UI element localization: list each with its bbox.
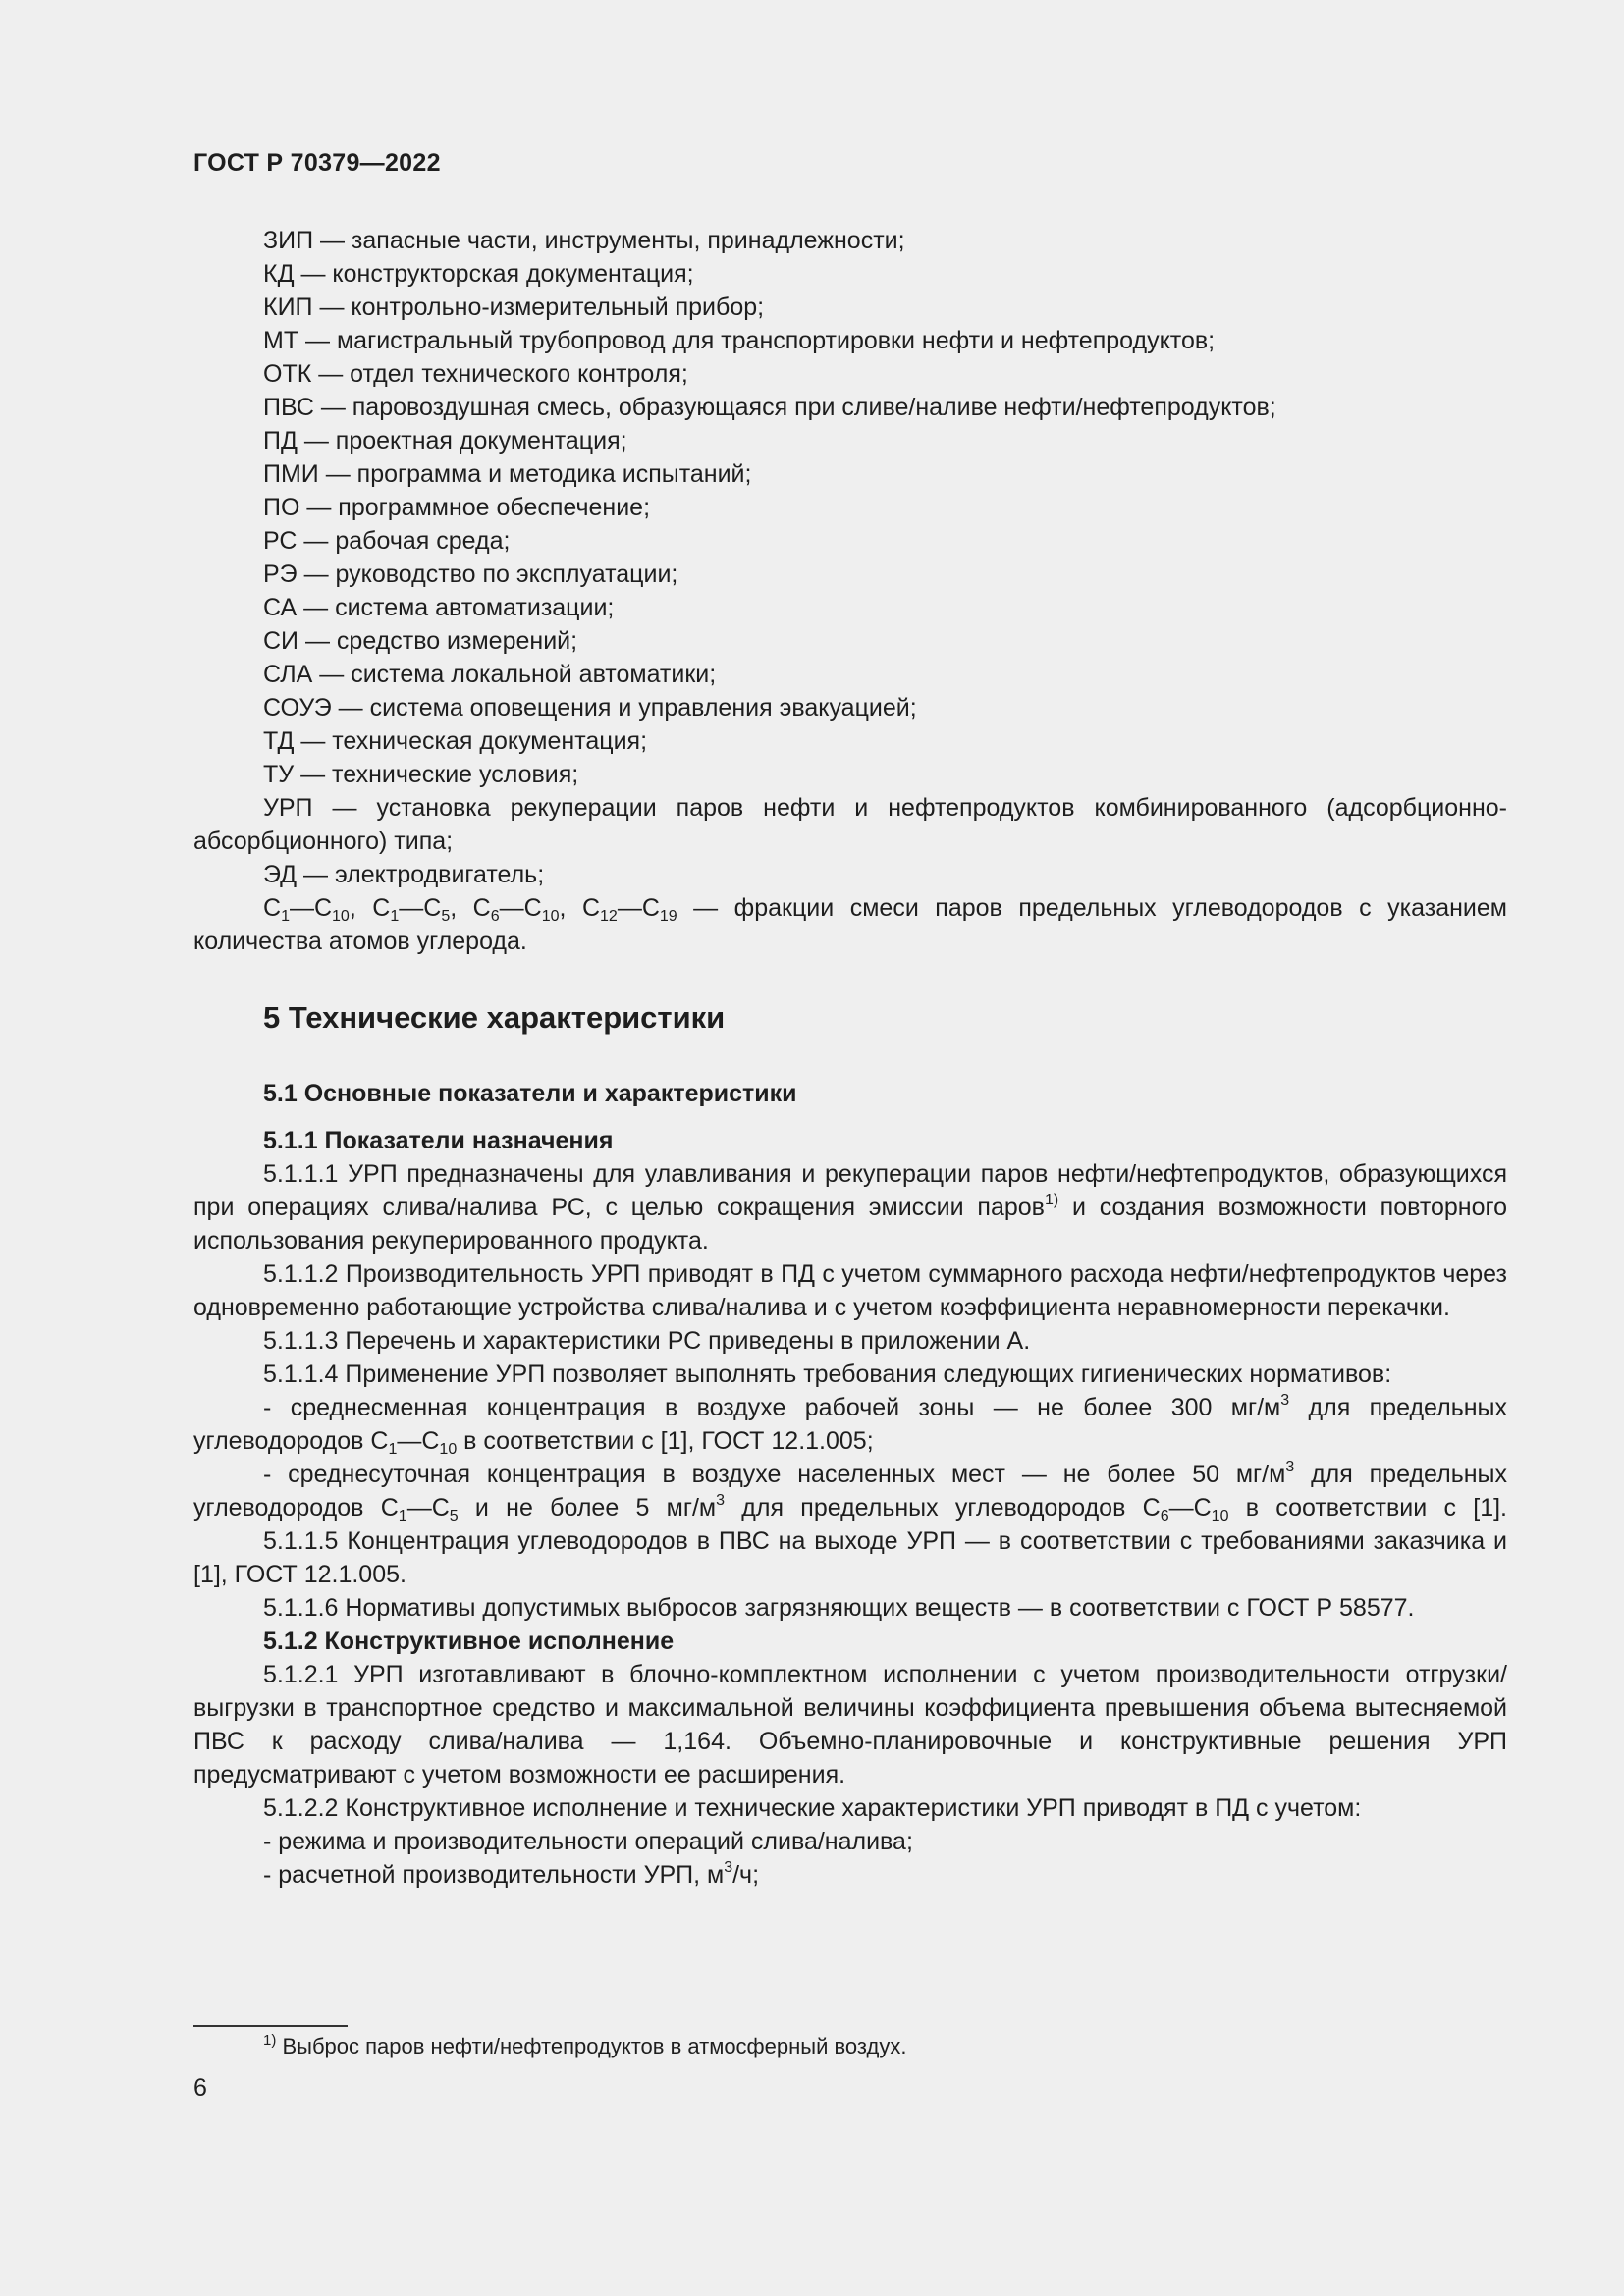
footnote-text: Выброс паров нефти/нефтепродуктов в атмосферный воздух. [276, 2034, 907, 2058]
paragraph-5-1-1-5: 5.1.1.5 Концентрация углеводородов в ПВС на выходе УРП — в соответствии с требованиями заказчика и [1], ГОСТ 12.1.005. [193, 1527, 1507, 1588]
abbreviation-item: ТД — техническая документация; [263, 727, 648, 755]
paragraph-5-1-1-6: 5.1.1.6 Нормативы допустимых выбросов загрязняющих веществ — в соответствии с ГОСТ Р 58577. [263, 1594, 1415, 1622]
abbreviation-item: МТ — магистральный трубопровод для транспортировки нефти и нефтепродуктов; [263, 327, 1216, 354]
fractions-definition: $С_1—С_{10}$, $С_1—С_5$, $С_6—С_{10}$, $С_{12}—С_{19}$ — фракции смеси паров предельных углеводородов с указанием количества атомов углерода. [193, 894, 1507, 955]
footnote-separator [193, 2025, 348, 2027]
bullet-design-capacity: - расчетной производительности УРП, $м^3/ч$; [263, 1859, 760, 1889]
abbreviation-item: СА — система автоматизации; [263, 594, 615, 621]
abbreviation-item: ПД — проектная документация; [263, 427, 627, 454]
abbreviation-item: ПО — программное обеспечение; [263, 494, 651, 521]
abbreviation-item: ОТК — отдел технического контроля; [263, 360, 688, 388]
document-body [193, 224, 1507, 1892]
page-number: 6 [193, 2074, 207, 2102]
abbreviation-item: КИП — контрольно-измерительный прибор; [263, 294, 765, 321]
paragraph-5-1-1-2: 5.1.1.2 Производительность УРП приводят в ПД с учетом суммарного расхода нефти/нефтепродуктов через одновременно работающие устройства слива/налива и с учетом коэффициента неравномерности перекачки. [193, 1260, 1507, 1321]
section-5-1-1-heading: 5.1.1 Показатели назначения [263, 1127, 614, 1154]
abbreviation-item: СЛА — система локальной автоматики; [263, 661, 717, 688]
paragraph-5-1-1-1: 5.1.1.1 УРП предназначены для улавливания и рекуперации паров нефти/нефтепродуктов, образующихся при операциях слива/налива РС, с целью сокращения эмиссии паров$^{1)}$ и создания возможности повторного использования рекуперированного продукта. [193, 1160, 1507, 1255]
footnote-mark: 1) [263, 2032, 277, 2049]
document-header: ГОСТ Р 70379—2022 [193, 149, 441, 177]
abbreviation-item: ПВС — паровоздушная смесь, образующаяся при сливе/наливе нефти/нефтепродуктов; [263, 394, 1276, 421]
abbreviation-item: ТУ — технические условия; [263, 761, 579, 788]
abbreviation-item: СОУЭ — система оповещения и управления эвакуацией; [263, 694, 917, 721]
paragraph-5-1-1-3: 5.1.1.3 Перечень и характеристики РС приведены в приложении А. [263, 1327, 1031, 1355]
bullet-operation-mode: - режима и производительности операций слива/налива; [263, 1828, 913, 1855]
abbreviation-item: СИ — средство измерений; [263, 627, 578, 655]
abbreviation-item: КД — конструкторская документация; [263, 260, 694, 288]
paragraph-5-1-1-4: 5.1.1.4 Применение УРП позволяет выполнять требования следующих гигиенических нормативов: [263, 1361, 1392, 1388]
abbreviation-item: РЭ — руководство по эксплуатации; [263, 561, 678, 588]
abbreviation-item: РС — рабочая среда; [263, 527, 511, 555]
abbreviation-item: УРП — установка рекуперации паров нефти и нефтепродуктов комбинированного (адсорбционно-абсорбционного) типа; [193, 794, 1507, 855]
abbreviation-item: ЗИП — запасные части, инструменты, принадлежности; [263, 227, 905, 254]
bullet-daily-concentration: - среднесуточная концентрация в воздухе населенных мест — не более 50 $мг/м^3$ для предельных углеводородов $С_1—С_5$ и не более 5 $мг/м^3$ для предельных углеводородов $С_6—С_{10}$ в соответствии с [1]. [193, 1459, 1507, 1524]
footnote [263, 2032, 906, 2061]
paragraph-5-1-2-1: 5.1.2.1 УРП изготавливают в блочно-комплектном исполнении с учетом производительности отгрузки/выгрузки в транспортное средство и максимальной величины коэффициента превышения объема вытесняемой ПВС к расходу слива/налива — 1,164. Объемно-планировочные и конструктивные решения УРП предусматривают с учетом возможности ее расширения. [193, 1661, 1507, 1789]
paragraph-5-1-2-2: 5.1.2.2 Конструктивное исполнение и технические характеристики УРП приводят в ПД с учетом: [263, 1794, 1362, 1822]
section-5-heading: 5 Технические характеристики [263, 1000, 726, 1035]
abbreviation-item: ПМИ — программа и методика испытаний; [263, 460, 752, 488]
section-5-1-2-heading: 5.1.2 Конструктивное исполнение [263, 1628, 675, 1655]
bullet-workzone-concentration: - среднесменная концентрация в воздухе рабочей зоны — не более 300 $мг/м^3$ для предельных углеводородов $С_1—С_{10}$ в соответствии с [1], ГОСТ 12.1.005; [193, 1392, 1507, 1458]
abbreviation-item: ЭД — электродвигатель; [263, 861, 545, 888]
section-5-1-heading: 5.1 Основные показатели и характеристики [263, 1080, 797, 1107]
